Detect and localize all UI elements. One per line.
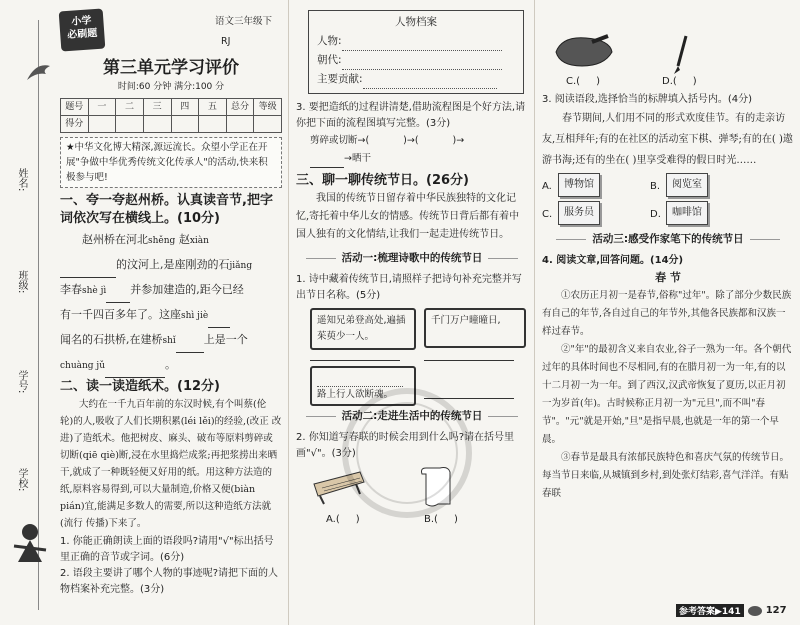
option-paren: ) (692, 76, 697, 87)
class-label: 班级: (16, 270, 27, 294)
activity2-q2: 2. 你知道写春联的时候会用到什么吗?请在括号里画"√"。(3分) (296, 432, 515, 459)
score-input[interactable] (143, 116, 171, 133)
festival-blank[interactable] (424, 346, 514, 361)
essay-paragraph-2: ②"年"的最初含义来自农业,谷子一熟为一年。各个朝代过年的具体时间也不尽相同,有的在腊月初一为一年,有的以十二月初一为一年。到了西汉,汉武帝恢复了夏历,以正月初一为岁首(年)。古时候称正月初一为"元旦",而不叫"春节"。"元"就是开始,"旦"是指早晨,也就是一年的第一个早晨。 (542, 344, 792, 445)
score-input[interactable] (226, 116, 254, 133)
score-input[interactable] (199, 116, 227, 133)
score-cell: 五 (199, 99, 227, 116)
sign-option-label: D. (650, 209, 661, 220)
middle-column (296, 8, 528, 528)
pinyin: chuàng jǔ (60, 361, 106, 371)
poem-box-1: 遥知兄弟登高处,遍插茱萸少一人。 (310, 308, 416, 350)
option-paren: ) (596, 76, 600, 87)
option-label: C.( (566, 76, 581, 87)
right-q3: 3. 阅读语段,选择恰当的标牌填入括号内。(4分) (542, 94, 753, 105)
s1-text: 。 (165, 358, 177, 371)
pinyin: jiǎng (229, 261, 253, 271)
archive-person-label: 人物: (317, 35, 342, 47)
flow-blank[interactable] (310, 153, 344, 168)
edition-label: 语文三年级下 (215, 16, 273, 27)
score-table-row (61, 116, 282, 133)
option-label: D.( (662, 76, 677, 87)
option-paren: ) (453, 514, 458, 525)
archive-person-field[interactable] (342, 36, 502, 51)
q3-text: 3. 要把造纸的过程讲清楚,借助流程图是个好方法,请你把下面的流程图填写完整。(3分) (296, 102, 526, 129)
right-column (542, 8, 794, 503)
poem-line: 路上行人欲断魂。 (317, 389, 394, 400)
answer-blank[interactable] (106, 288, 130, 303)
flow-step: )→ (452, 135, 465, 146)
archive-dynasty-label: 朝代: (317, 54, 342, 66)
score-cell: 总分 (226, 99, 254, 116)
score-input[interactable] (116, 116, 144, 133)
score-table (60, 98, 282, 133)
tools-options-cd (542, 8, 794, 92)
option-paren: ) (355, 514, 360, 525)
sign-options (542, 171, 794, 225)
page-number: 127 (765, 605, 787, 616)
s1-text: 闻名的石拱桥,在建桥 (60, 333, 163, 346)
column-divider (534, 0, 535, 625)
brand-badge (59, 9, 106, 52)
tree-icon (24, 60, 54, 82)
sign-service[interactable]: 服务员 (558, 201, 600, 225)
sign-option-label: B. (650, 181, 661, 192)
brush-icon (670, 34, 692, 76)
edition-code: RJ (221, 36, 231, 47)
inkstone-icon (552, 32, 616, 72)
pinyin: xiàn (189, 236, 209, 246)
sign-option-label: A. (542, 181, 552, 192)
poem-box-2 (424, 308, 526, 348)
section2-q2: 2. 语段主要讲了哪个人物的事迹呢?请把下面的人物档案补充完整。(3分) (60, 568, 279, 595)
score-cell: 四 (171, 99, 199, 116)
score-row-label: 得分 (61, 116, 89, 133)
pinyin: shǐ (162, 336, 176, 346)
activity3-heading: 活动三:感受作家笔下的传统节日 (542, 229, 794, 249)
score-input[interactable] (88, 116, 116, 133)
sign-cafe[interactable]: 咖啡馆 (666, 201, 708, 225)
right-q4: 4. 阅读文章,回答问题。(14分) (542, 255, 684, 266)
score-cell: 二 (116, 99, 144, 116)
flow-step: )→( (403, 135, 419, 146)
right-q3-paragraph: 春节期间,人们用不同的形式欢度佳节。有的走亲访友,互相拜年;有的在社区的活动室下棋、弹琴;有的在( )遨游书海;还有的坐在( )里享受难得的假日时光…… (542, 113, 793, 166)
s1-text: 赵 (178, 233, 190, 246)
time-score: 时间:60 分钟 满分:100 分 (117, 82, 225, 92)
section2-paragraph: 大约在一千九百年前的东汉时候,有个叫蔡(伦 轮)的人,吸收了人们长期积累(léi lěi)的经验,(改正 改进)了造纸术。他把树皮、麻头、破布等原料剪碎或切断(qiē qiè)断,浸在水里捣烂成浆;再把浆捞出来晒干,就成了一种既轻便又好用的纸。用这种方法造的纸,原料容易得到,可以大量制造,价格又便(biàn pián)宜,能满足多数人的需要,所以这种造纸方法就(流行 传播)下来了。 (60, 399, 282, 529)
flow-step: 剪碎或切断→( (310, 135, 370, 146)
festival-blank[interactable] (310, 346, 400, 361)
section2-title: 二、读一读造纸术。(12分) (60, 379, 220, 394)
s1-text: 赵州桥在河北 (82, 233, 148, 246)
id-label: 学号: (16, 370, 27, 394)
page-tab-icon (748, 606, 762, 616)
archive-title: 人物档案 (395, 16, 437, 28)
option-label: B.( (424, 514, 438, 525)
section3-title: 三、聊一聊传统节日。(26分) (296, 173, 469, 188)
answer-reference[interactable]: 参考答案▶141 (676, 604, 744, 617)
page-title: 第三单元学习评价 (103, 58, 239, 78)
edition-info (215, 12, 282, 52)
option-c[interactable] (566, 72, 600, 92)
sign-option-label: C. (542, 209, 553, 220)
archive-contribution-field[interactable] (363, 74, 497, 89)
s1-text: 有一千四百多年了。这座 (60, 308, 181, 321)
s1-text: 上是一个 (203, 333, 248, 346)
score-cell: 等级 (254, 99, 282, 116)
option-label: A.( (326, 514, 340, 525)
brand-badge-line1: 小学 (71, 15, 92, 28)
binding-sidebar (0, 0, 58, 625)
score-table-header-row (61, 99, 282, 116)
option-d[interactable] (662, 72, 697, 92)
flowchart (296, 132, 528, 168)
flow-step: →晒干 (344, 153, 371, 164)
answer-blank[interactable] (208, 313, 230, 328)
archive-dynasty-field[interactable] (342, 55, 502, 70)
score-input[interactable] (171, 116, 199, 133)
essay-paragraph-1: ①农历正月初一是春节,俗称"过年"。除了部分少数民族有自己的年节,各自过自己的年节外,其他各民族都和汉族一样过春节。 (542, 290, 792, 337)
s1-text: 并参加建造的,距今已经 (130, 283, 244, 296)
pinyin: shè jì (82, 286, 107, 296)
s1-text: 的汶河上,是座刚劲的石 (116, 258, 230, 271)
essay-paragraph-3: ③春节是最具有浓郁民族特色和喜庆气氛的传统节日。每当节日来临,从城镇到乡村,到处张灯结彩,喜气洋洋。有贴春联 (542, 452, 790, 499)
watermark-seal (332, 378, 482, 528)
pinyin: shì jiè (181, 311, 209, 321)
pinyin: shěng (148, 236, 176, 246)
name-label: 姓名: (16, 168, 27, 192)
activity1-q1: 1. 诗中藏着传统节日,请照样子把诗句补充完整并写出节日名称。(5分) (296, 274, 522, 301)
essay-title: 春 节 (655, 271, 681, 284)
score-cell: 一 (88, 99, 116, 116)
sign-reading-room[interactable]: 阅览室 (666, 173, 708, 197)
section2-q1: 1. 你能正确朗读上面的语段吗?请用"√"标出括号里正确的音节或字词。(6分) (60, 536, 274, 563)
answer-blank[interactable] (60, 263, 116, 278)
s1-text: 李春 (60, 283, 82, 296)
sign-museum[interactable]: 博物馆 (558, 173, 600, 197)
left-column (60, 8, 282, 598)
page-footer (676, 604, 787, 617)
section1-title: 一、夸一夸赵州桥。认真读音节,把字词依次写在横线上。(10分) (60, 193, 273, 226)
brand-badge-line2: 必刷题 (66, 27, 98, 42)
person-archive-box (308, 10, 524, 94)
section3-intro: 我国的传统节日留存着中华民族独特的文化记忆,寄托着中华儿女的情感。传统节日背后都有着中国人独有的文化情结,让我们一起走进传统节日。 (296, 193, 520, 240)
activity-notice: ★中华文化博大精深,源远流长。众望小学正在开展"争做中华优秀传统文化传承人"的活动,快来积极参与吧! (60, 137, 282, 188)
score-cell: 题号 (61, 99, 89, 116)
activity2-heading: 活动二:走进生活中的传统节日 (296, 406, 528, 426)
answer-blank[interactable] (105, 363, 165, 378)
child-figure-icon (8, 520, 52, 564)
answer-blank[interactable] (176, 338, 204, 353)
archive-contribution-label: 主要贡献: (317, 73, 363, 85)
activity1-heading: 活动一:梳理诗歌中的传统节日 (296, 248, 528, 268)
section1-body (60, 228, 282, 378)
score-cell: 三 (143, 99, 171, 116)
column-divider (288, 0, 289, 625)
score-input[interactable] (254, 116, 282, 133)
school-label: 学校: (16, 468, 27, 492)
poem-line: 千门万户曈曈日, (431, 315, 501, 326)
